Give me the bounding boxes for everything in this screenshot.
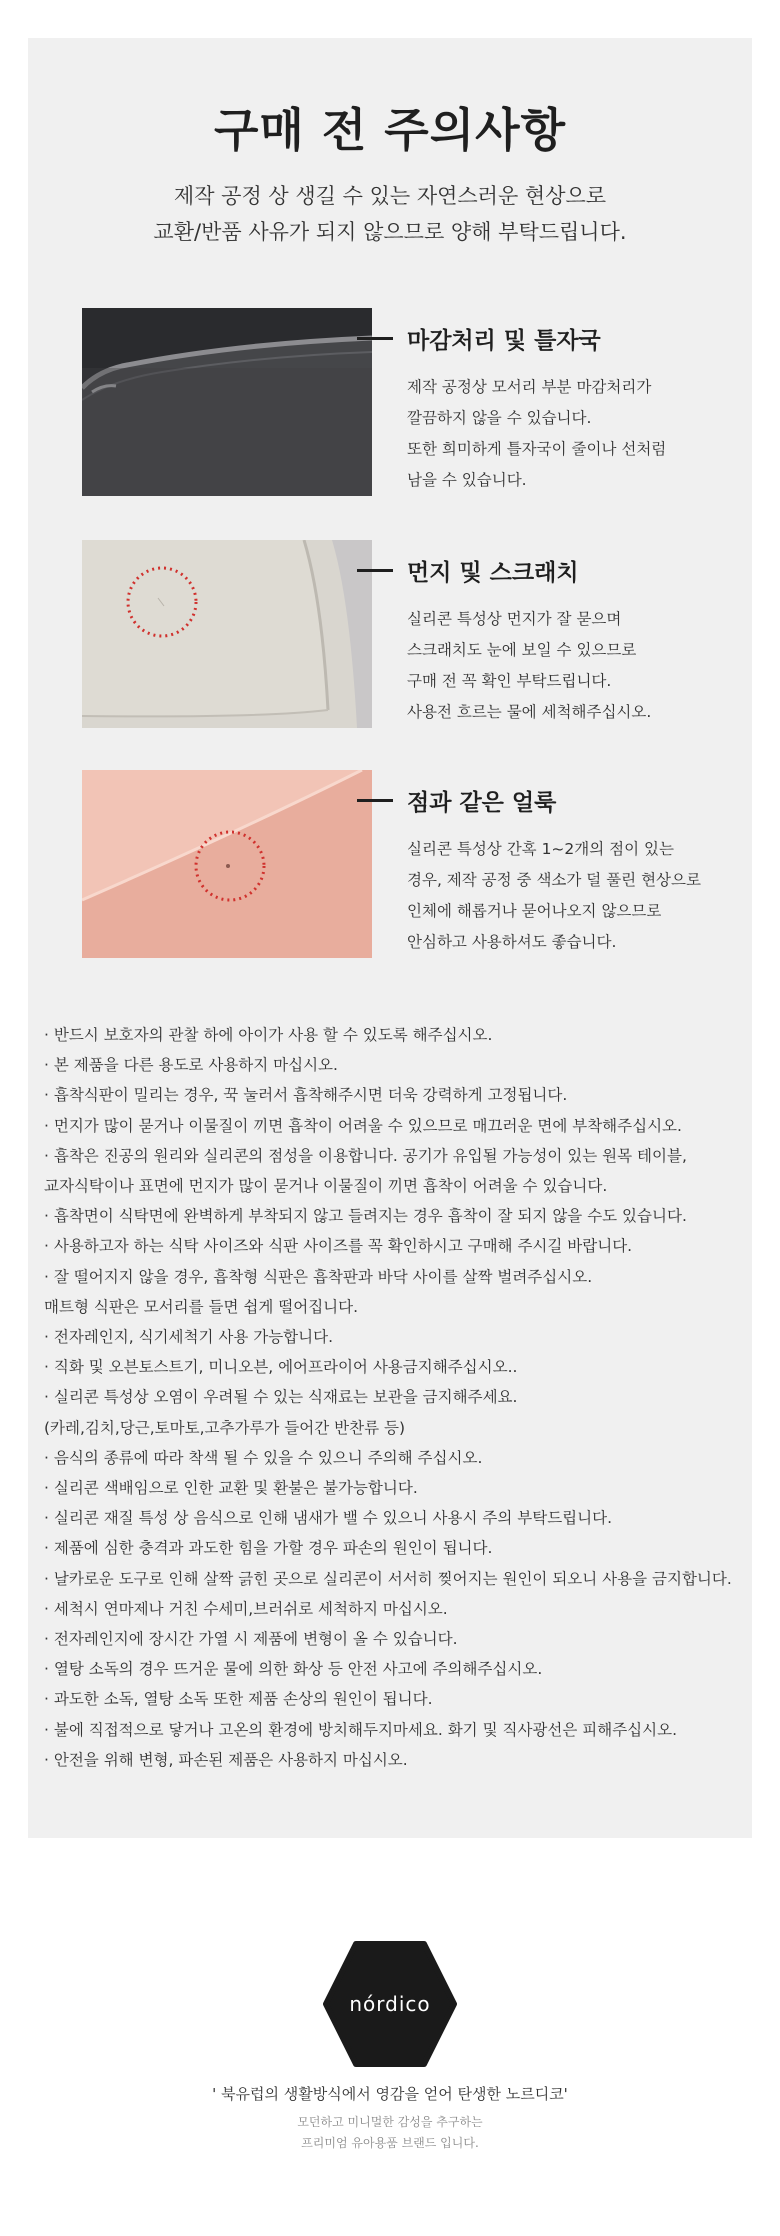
- note-item: · 잘 떨어지지 않을 경우, 흡착형 식판은 흡착판과 바닥 사이를 살짝 벌려주십시오.: [44, 1267, 593, 1286]
- note-item: · 본 제품을 다른 용도로 사용하지 마십시오.: [44, 1056, 338, 1075]
- feature-title: 점과 같은 얼룩: [407, 790, 557, 816]
- feature-description: [407, 372, 707, 496]
- note-item: · 불에 직접적으로 닿거나 고온의 환경에 방치해두지마세요. 화기 및 직사광선은 피해주십시오.: [44, 1720, 678, 1739]
- brand-logo-text: nórdico: [349, 1992, 431, 2016]
- feature-title: 마감처리 및 틀자국: [407, 328, 601, 354]
- note-item: 매트형 식판은 모서리를 들면 쉽게 떨어집니다.: [44, 1297, 359, 1316]
- note-item: · 안전을 위해 변형, 파손된 제품은 사용하지 마십시오.: [44, 1750, 408, 1769]
- description-line: 인체에 해롭거나 묻어나오지 않으므로: [407, 902, 662, 920]
- description-line: 실리콘 특성상 간혹 1~2개의 점이 있는: [407, 840, 674, 858]
- note-item: · 전자레인지에 장시간 가열 시 제품에 변형이 올 수 있습니다.: [44, 1630, 458, 1649]
- note-item: · 전자레인지, 식기세척기 사용 가능합니다.: [44, 1328, 334, 1347]
- note-item: · 반드시 보호자의 관찰 하에 아이가 사용 할 수 있도록 해주십시오.: [44, 1026, 493, 1044]
- description-line: 스크래치도 눈에 보일 수 있으므로: [407, 641, 637, 659]
- heading-dash: [357, 337, 393, 340]
- description-line: 남을 수 있습니다.: [407, 471, 527, 489]
- description-line: 구매 전 꼭 확인 부탁드립니다.: [407, 672, 612, 690]
- description-line: 깔끔하지 않을 수 있습니다.: [407, 409, 592, 427]
- heading-dash: [357, 569, 393, 572]
- subtitle-line: 교환/반품 사유가 되지 않으므로 양해 부탁드립니다.: [153, 220, 627, 244]
- description-line: 실리콘 특성상 먼지가 잘 묻으며: [407, 610, 622, 628]
- dust-scratch-photo: [82, 540, 372, 728]
- feature-title: 먼지 및 스크래치: [407, 560, 579, 586]
- note-item: · 실리콘 재질 특성 상 음식으로 인해 냄새가 밸 수 있으니 사용시 주의 부탁드립니다.: [44, 1509, 613, 1528]
- note-item: 교자식탁이나 표면에 먼지가 많이 묻거나 이물질이 끼면 흡착이 어려울 수 있습니다.: [44, 1177, 608, 1196]
- feature-description: [407, 604, 707, 728]
- note-item: · 제품에 심한 충격과 과도한 힘을 가할 경우 파손의 원인이 됩니다.: [44, 1539, 493, 1558]
- page-title: 구매 전 주의사항: [213, 103, 567, 157]
- description-line: 경우, 제작 공정 중 색소가 덜 풀린 현상으로: [407, 871, 701, 889]
- note-item: · 흡착면이 식탁면에 완벽하게 부착되지 않고 들려지는 경우 흡착이 잘 되지 않을 수도 있습니다.: [44, 1207, 687, 1226]
- brand-logo: [322, 1940, 458, 2068]
- spot-stain-photo: [82, 770, 372, 958]
- note-item: · 흡착은 진공의 원리와 실리콘의 점성을 이용합니다. 공기가 유입될 가능성이 있는 원목 테이블,: [44, 1146, 687, 1165]
- description-line: 안심하고 사용하셔도 좋습니다.: [407, 933, 617, 951]
- caution-notes: [44, 1020, 744, 1775]
- note-item: · 먼지가 많이 묻거나 이물질이 끼면 흡착이 어려울 수 있으므로 매끄러운 면에 부착해주십시오.: [44, 1116, 682, 1135]
- subtitle-line: 제작 공정 상 생길 수 있는 자연스러운 현상으로: [173, 184, 607, 208]
- feature-heading: [357, 554, 579, 587]
- feature-heading: [357, 784, 556, 817]
- note-item: · 직화 및 오븐토스트기, 미니오븐, 에어프라이어 사용금지해주십시오..: [44, 1358, 518, 1377]
- note-item: · 음식의 종류에 따라 착색 될 수 있을 수 있으니 주의해 주십시오.: [44, 1448, 483, 1467]
- description-line: 또한 희미하게 틀자국이 줄이나 선처럼: [407, 440, 667, 458]
- brand-description: [0, 2112, 780, 2154]
- brand-description-line: 프리미엄 유아용품 브랜드 입니다.: [301, 2136, 479, 2150]
- note-item: · 사용하고자 하는 식탁 사이즈와 식판 사이즈를 꼭 확인하시고 구매해 주시길 바랍니다.: [44, 1237, 633, 1256]
- feature-finishing-marks: [82, 308, 702, 498]
- note-item: · 실리콘 색배임으로 인한 교환 및 환불은 불가능합니다.: [44, 1479, 418, 1498]
- feature-spot-stain: [82, 770, 702, 960]
- brand-tagline: ' 북유럽의 생활방식에서 영감을 얻어 탄생한 노르디코': [212, 2085, 568, 2103]
- finishing-edge-photo: [82, 308, 372, 496]
- note-item: · 세척시 연마제나 거친 수세미,브러쉬로 세척하지 마십시오.: [44, 1599, 448, 1618]
- note-item: · 열탕 소독의 경우 뜨거운 물에 의한 화상 등 안전 사고에 주의해주십시오.: [44, 1660, 543, 1679]
- note-item: · 실리콘 특성상 오염이 우려될 수 있는 식재료는 보관을 금지해주세요.: [44, 1388, 518, 1407]
- page-subtitle: [0, 178, 780, 250]
- description-line: 사용전 흐르는 물에 세척해주십시오.: [407, 703, 652, 721]
- feature-description: [407, 834, 707, 958]
- note-item: (카레,김치,당근,토마토,고추가루가 들어간 반찬류 등): [44, 1418, 406, 1437]
- feature-dust-scratch: [82, 540, 702, 730]
- heading-dash: [357, 799, 393, 802]
- description-line: 제작 공정상 모서리 부분 마감처리가: [407, 378, 652, 396]
- feature-heading: [357, 322, 601, 355]
- note-item: · 흡착식판이 밀리는 경우, 꾹 눌러서 흡착해주시면 더욱 강력하게 고정됩니다.: [44, 1086, 568, 1105]
- brand-description-line: 모던하고 미니멀한 감성을 추구하는: [297, 2115, 483, 2129]
- note-item: · 과도한 소독, 열탕 소독 또한 제품 손상의 원인이 됩니다.: [44, 1690, 433, 1709]
- note-item: · 날카로운 도구로 인해 살짝 긁힌 곳으로 실리콘이 서서히 찢어지는 원인이 되오니 사용을 금지합니다.: [44, 1569, 732, 1588]
